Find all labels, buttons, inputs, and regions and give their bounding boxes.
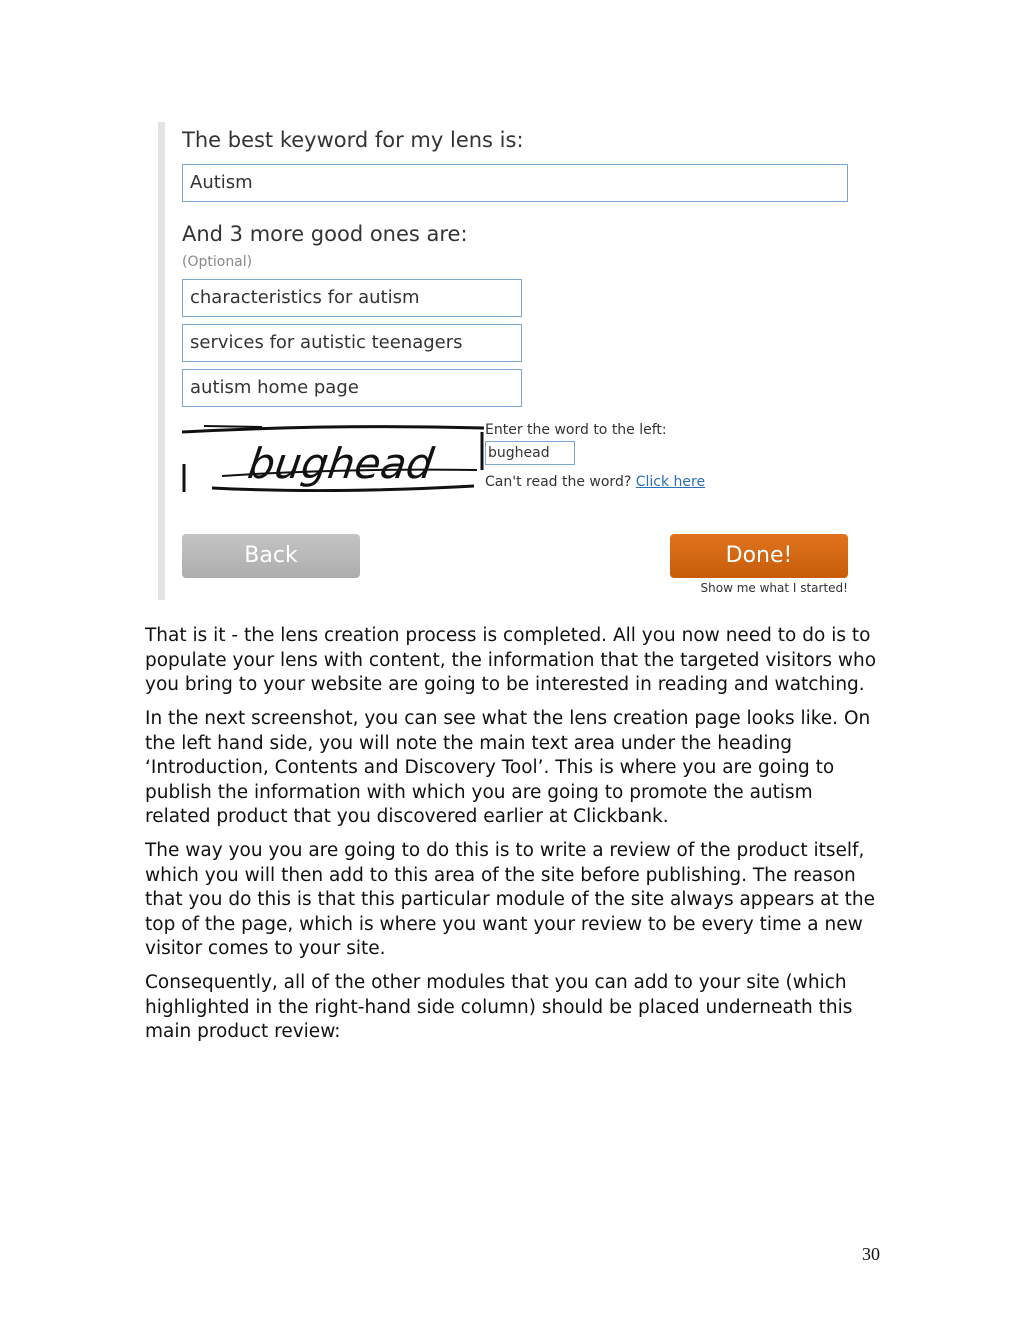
captcha-help (485, 474, 705, 490)
keyword-input-1[interactable]: characteristics for autism (182, 279, 522, 317)
captcha-help-link[interactable]: Click here (635, 474, 706, 490)
keyword-input-2[interactable]: services for autistic teenagers (182, 324, 522, 362)
done-button[interactable]: Done! (670, 534, 848, 578)
paragraph-2: In the next screenshot, you can see what the lens creation page looks like. On the left hand side, you will note the main text area under the heading ‘Introduction, Contents and Discovery Tool’. This is where you are going to publish the information with which you are going to promote the autism related product that you discovered earlier at Clickbank. (145, 708, 871, 827)
keyword-input-3[interactable]: autism home page (182, 369, 522, 407)
back-button[interactable]: Back (182, 534, 360, 578)
done-subtext: Show me what I started! (700, 581, 848, 595)
captcha-instruction: Enter the word to the left: (485, 422, 667, 438)
paragraph-4: Consequently, all of the other modules that you can add to your site (which highlighted in the right-hand side column) should be placed underneath this main product review: (145, 972, 853, 1042)
keyword-heading: The best keyword for my lens is: (182, 128, 524, 152)
main-keyword-input[interactable]: Autism (182, 164, 848, 202)
body-text (145, 624, 880, 1054)
captcha-image (182, 424, 484, 492)
screenshot-left-border (158, 122, 165, 600)
lens-keyword-screenshot (158, 122, 858, 600)
captcha-word: bughead (245, 439, 437, 488)
captcha-input[interactable]: bughead (485, 441, 575, 465)
page-number: 30 (862, 1244, 880, 1264)
optional-label: (Optional) (182, 254, 253, 270)
paragraph-3: The way you you are going to do this is to write a review of the product itself, which you will then add to this area of the site before publishing. The reason that you do this is that this particular module of the site always appears at the top of the page, which is where you want your review to be every time a new visitor comes to your site. (145, 840, 875, 959)
paragraph-1: That is it - the lens creation process is completed. All you now need to do is to populate your lens with content, the information that the targeted visitors who you bring to your website are going to be interested in reading and watching. (145, 625, 877, 695)
captcha-help-text: Can't read the word? (485, 474, 632, 490)
more-keywords-heading: And 3 more good ones are: (182, 222, 468, 246)
